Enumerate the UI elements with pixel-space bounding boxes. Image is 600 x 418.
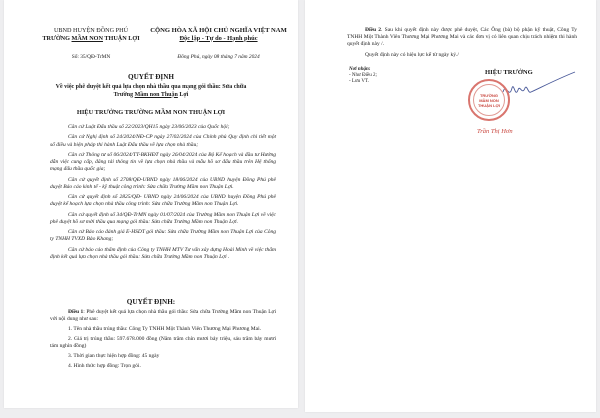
document-number: Số: 35/QĐ-TrMN	[71, 54, 111, 60]
article-item: 4. Hình thức hợp đồng: Trọn gói.	[68, 362, 141, 369]
document-page-1	[4, 0, 298, 408]
agency-name-part: THUẬN LỢI	[102, 34, 140, 42]
legal-bases	[50, 124, 276, 264]
article-item: 3. Thời gian thực hiện hợp đồng: 45 ngày	[68, 352, 160, 359]
document-page-2	[305, 0, 596, 412]
legal-basis: Căn cứ Báo cáo đánh giá E-HSDT gói thầu: Sửa chữa Trường Mầm non Thuận Lợi của Công ty TNHH TVXD Bảo Khang;	[50, 229, 276, 243]
legal-basis: Căn cứ Nghị định số 24/2024/NĐ-CP ngày 27/02/2024 của Chính phủ Quy định chi tiết một số điều và biện pháp thi hành Luật Đấu thầu về lựa chọn nhà thầu;	[50, 134, 276, 148]
article-1-intro	[50, 309, 276, 323]
recipient-item: - Như Điều 2;	[349, 73, 377, 79]
decision-heading: QUYẾT ĐỊNH:	[126, 298, 176, 306]
subject-line: Về việc phê duyệt kết quả lựa chọn nhà thầu qua mạng gói thầu: Sửa chữa	[55, 84, 247, 90]
subject-part: Mầm non Thuận	[134, 91, 178, 98]
issuing-agency	[32, 27, 150, 42]
legal-basis: Căn cứ quyết định số 2708/QĐ-UBND ngày 18/06/2024 của UBND huyện Đồng Phú phê duyệt Báo cáo kinh tế - kỹ thuật công trình: Sửa chữa Trường Mầm non Thuận Lợi.	[50, 176, 276, 190]
recipients-heading: Nơi nhận:	[349, 67, 371, 72]
country-name: CỘNG HÒA XÃ HỘI CHỦ NGHĨA VIỆT NAM	[150, 27, 287, 34]
seal-text: TRƯỜNG	[479, 92, 499, 98]
recipients	[349, 67, 377, 86]
article-text: : Phê duyệt kết quả lựa chọn nhà thầu gói thầu: Sửa chữa Trường Mầm non Thuận Lợi với nội dung như sau:	[50, 309, 276, 323]
legal-basis: Căn cứ quyết định số 2825/QĐ- UBND ngày 24/06/2024 của UBND huyện Đồng Phú phê duyệt kế hoạch lựa chọn nhà thầu công trình: Sửa chữa Trường Mầm non Thuận Lợi.	[50, 194, 276, 208]
article-item: 1. Tên nhà thầu trúng thầu: Công Ty TNHH Một Thành Viên Thương Mại Phương Mai.	[68, 326, 262, 332]
official-seal-icon	[468, 79, 510, 121]
subject-part: Lợi	[177, 91, 189, 98]
signature-icon	[500, 70, 580, 110]
signer-name: Trần Thị Hơn	[477, 128, 513, 135]
effect-clause: Quyết định này có hiệu lực kể từ ngày ký./	[365, 51, 459, 58]
recipient-item: - Lưu VT.	[349, 79, 369, 85]
legal-basis: Căn cứ quyết định số 34/QĐ-TrMN ngày 01/07/2024 của Trường Mầm non Thuận Lợi về việc phê duyệt hồ sơ mời thầu qua mạng gói thầu: Sửa chữa Trường Mầm non Thuận Lợi.	[50, 211, 276, 225]
subject-part: Trường	[113, 91, 135, 98]
motto: Độc lập - Tự do - Hạnh phúc	[179, 34, 258, 42]
article-2	[347, 27, 577, 62]
document-date: Đồng Phú, ngày 08 tháng 7 năm 2024	[177, 54, 260, 60]
agency-name-part: MẦM NON	[71, 34, 103, 42]
article-label: Điều 2	[365, 27, 382, 33]
legal-basis: Căn cứ Thông tư số 06/2024/TT-BKHĐT ngày 26/04/2024 của Bộ Kế hoạch và đầu tư Hướng dẫn việc cung cấp, đăng tải thông tin về lựa chọn nhà thầu và mẫu hồ sơ đấu thầu trên Hệ thống mạng đấu thầu quốc gia;	[50, 151, 276, 173]
agency-parent: UBND HUYỆN ĐỒNG PHÚ	[53, 27, 129, 34]
signer-title: HIỆU TRƯỞNG	[485, 69, 533, 76]
agency-name	[32, 35, 150, 43]
document-title: QUYẾT ĐỊNH	[128, 73, 174, 81]
agency-name-part: TRƯỜNG	[42, 34, 72, 42]
seal-text: MẦM NON	[479, 97, 499, 103]
subject-line	[54, 92, 248, 100]
article-2-text	[347, 27, 577, 49]
article-item: 2. Giá trị trúng thầu: 597.678.000 đồng (Năm trăm chín mươi bảy triệu, sáu trăm bảy mươi tám nghìn đồng)	[50, 335, 276, 349]
national-motto	[145, 27, 292, 42]
legal-basis: Căn cứ báo cáo thẩm định của Công ty TNHH MTV Tư vấn xây dựng Hoài Minh về việc thẩm định kết quả lựa chọn nhà thầu gói thầu: Sửa chữa Trường Mầm non Thuận Lợi .	[50, 246, 276, 260]
article-1	[50, 309, 276, 372]
article-text: . Sau khi quyết định này được phê duyệt, Các Ông (bà) bộ phận kỹ thuật, Công Ty TNHH Một Thành Viên Thương Mại Phương Mai và các đơn vị có liên quan chịu trách nhiệm thi hành quyết định này /.	[347, 27, 578, 48]
legal-basis: Căn cứ Luật Đấu thầu số 22/2023/QH15 ngày 23/06/2023 của Quốc hội;	[68, 124, 230, 130]
issuing-authority: HIỆU TRƯỞNG TRƯỜNG MẦM NON THUẬN LỢI	[76, 109, 226, 116]
seal-text: THUẬN LỢI	[477, 102, 501, 108]
document-subject	[4, 84, 298, 99]
article-label: Điều 1	[68, 309, 84, 315]
